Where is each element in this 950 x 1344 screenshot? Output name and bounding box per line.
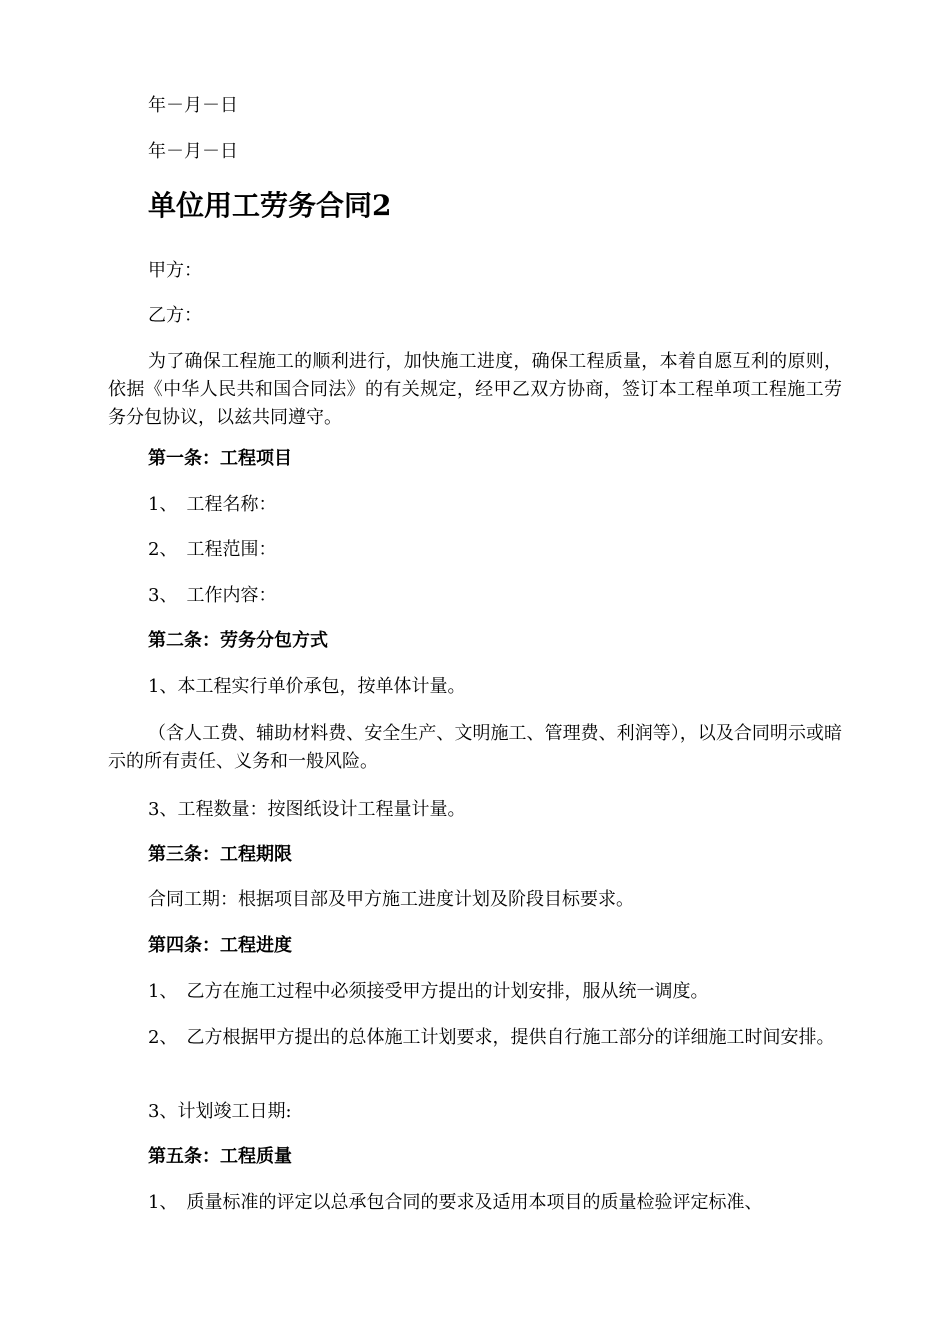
article-2-heading: 第二条：劳务分包方式 <box>148 630 328 651</box>
article-2-item-1: 1、本工程实行单价承包，按单体计量。 <box>148 676 466 697</box>
article-1-item-1: 1、 工程名称： <box>148 494 277 515</box>
date-line-2: 年－月－日 <box>148 141 238 162</box>
article-5-heading: 第五条：工程质量 <box>148 1146 292 1167</box>
article-2-item-3: 3、工程数量：按图纸设计工程量计量。 <box>148 799 466 820</box>
article-5-item-1: 1、 质量标准的评定以总承包合同的要求及适用本项目的质量检验评定标准、 <box>148 1192 763 1213</box>
article-3-text: 合同工期：根据项目部及甲方施工进度计划及阶段目标要求。 <box>148 889 634 910</box>
party-a-line: 甲方： <box>148 260 202 281</box>
intro-paragraph: 为了确保工程施工的顺利进行，加快施工进度，确保工程质量，本着自愿互利的原则，依据《中华人民共和国合同法》的有关规定，经甲乙双方协商，签订本工程单项工程施工劳务分包协议，以兹共同遵守。 <box>108 351 842 428</box>
document-title: 单位用工劳务合同2 <box>148 189 392 222</box>
party-b-line: 乙方： <box>148 305 202 326</box>
article-4-item-2: 2、 乙方根据甲方提出的总体施工计划要求，提供自行施工部分的详细施工时间安排。 <box>148 1027 835 1048</box>
article-4-item-1: 1、 乙方在施工过程中必须接受甲方提出的计划安排，服从统一调度。 <box>148 981 709 1002</box>
article-1-heading: 第一条：工程项目 <box>148 448 292 469</box>
article-2-item-2: （含人工费、辅助材料费、安全生产、文明施工、管理费、利润等），以及合同明示或暗示的所有责任、义务和一般风险。 <box>108 723 842 772</box>
article-4-heading: 第四条：工程进度 <box>148 935 292 956</box>
article-1-item-2: 2、 工程范围： <box>148 539 277 560</box>
date-line-1: 年－月－日 <box>148 95 238 116</box>
article-1-item-3: 3、 工作内容： <box>148 585 277 606</box>
article-4-item-3: 3、计划竣工日期: <box>148 1101 292 1122</box>
article-3-heading: 第三条：工程期限 <box>148 844 292 865</box>
